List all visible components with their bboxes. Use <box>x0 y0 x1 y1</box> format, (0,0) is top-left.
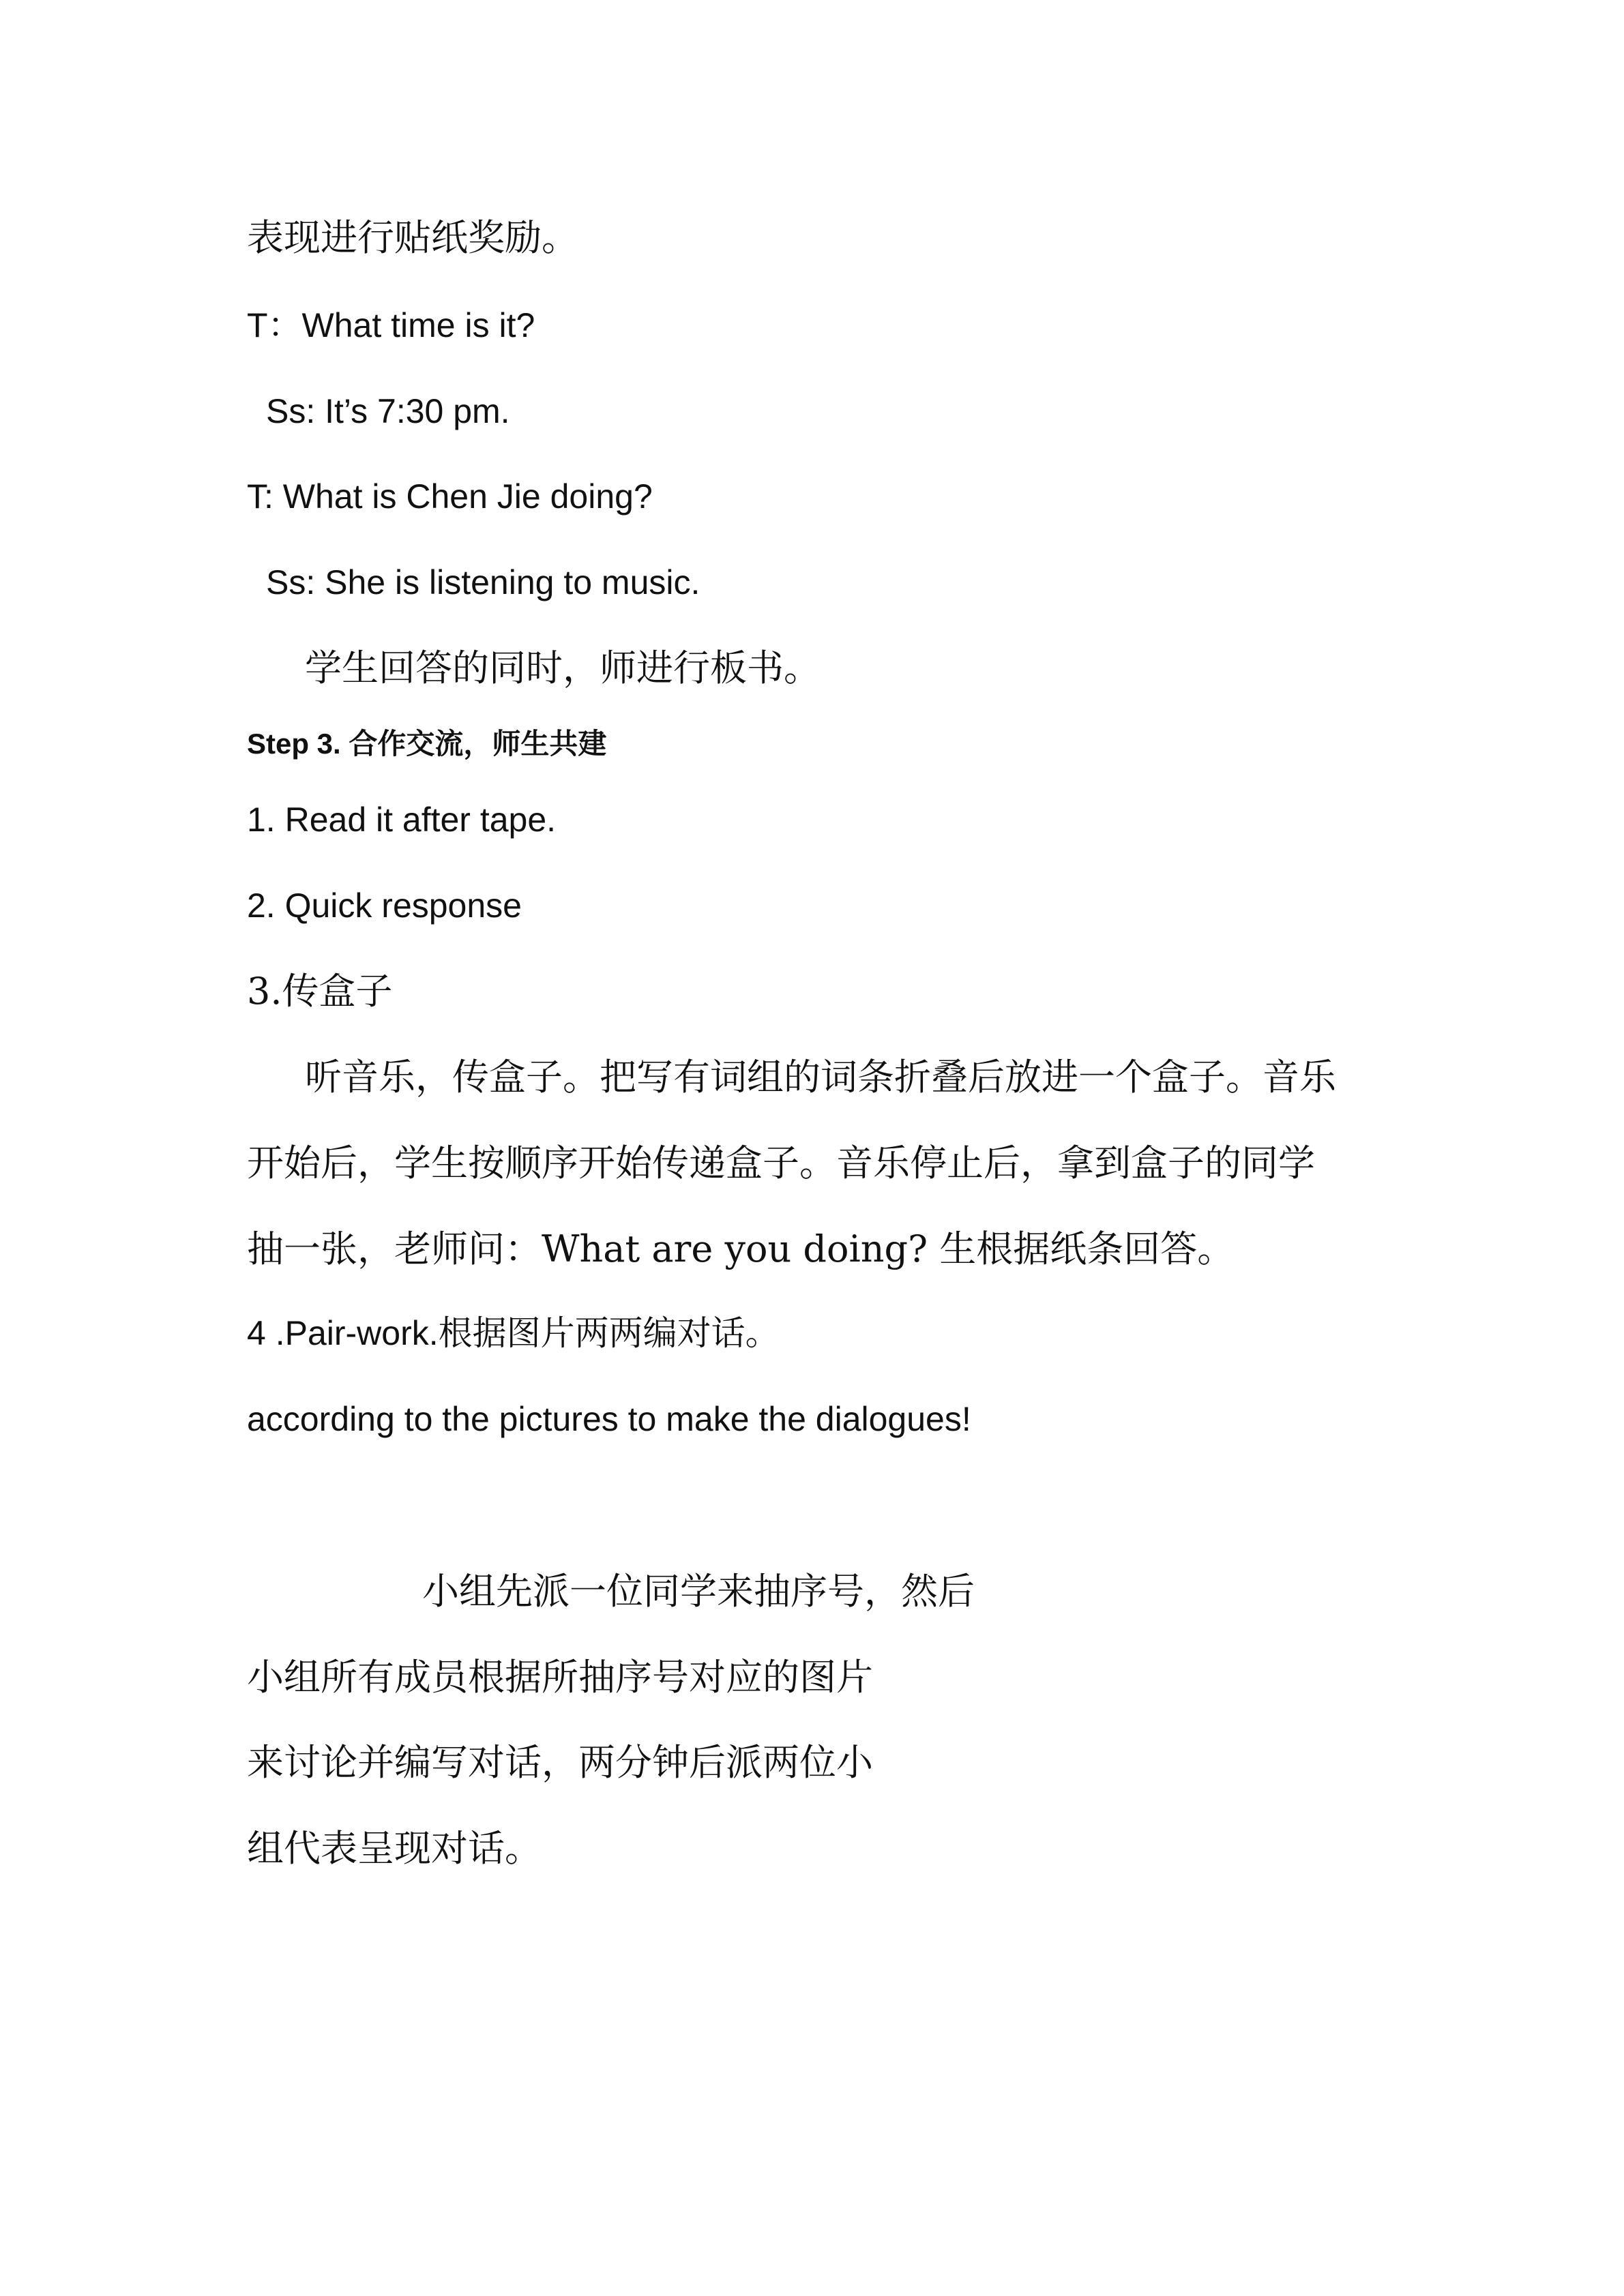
paragraph-line: 学生回答的同时，师进行板书。 <box>305 646 821 689</box>
list-item: 2. Quick response <box>247 886 522 925</box>
paragraph-line: 表现进行贴纸奖励。 <box>247 216 578 259</box>
list-item: 1. Read it after tape. <box>247 801 557 839</box>
list-item: 4 .Pair-work.根据图片两两编对话。 <box>247 1314 780 1352</box>
paragraph-line: 来讨论并编写对话，两分钟后派两位小 <box>247 1741 873 1784</box>
paragraph-line: 开始后，学生按顺序开始传递盒子。音乐停止后，拿到盒子的同学 <box>247 1142 1315 1184</box>
paragraph-line: 小组先派一位同学来抽序号，然后 <box>422 1570 975 1613</box>
dialogue-teacher-line: T: What is Chen Jie doing? <box>247 477 653 516</box>
paragraph-line: according to the pictures to make the dialogues! <box>247 1400 971 1438</box>
dialogue-teacher-line: T：What time is it? <box>247 306 535 344</box>
dialogue-students-line: Ss: It’s 7:30 pm. <box>266 392 510 430</box>
paragraph-line: 听音乐，传盒子。把写有词组的词条折叠后放进一个盒子。音乐 <box>305 1056 1336 1099</box>
step-heading: Step 3. 合作交流，师生共建 <box>247 728 607 760</box>
paragraph-line: 抽一张，老师问：What are you doing? 生根据纸条回答。 <box>247 1227 1235 1270</box>
paragraph-line: 小组所有成员根据所抽序号对应的图片 <box>247 1656 873 1699</box>
dialogue-students-line: Ss: She is listening to music. <box>266 563 700 601</box>
list-item: 3.传盒子 <box>247 970 393 1013</box>
paragraph-line: 组代表呈现对话。 <box>247 1827 542 1870</box>
